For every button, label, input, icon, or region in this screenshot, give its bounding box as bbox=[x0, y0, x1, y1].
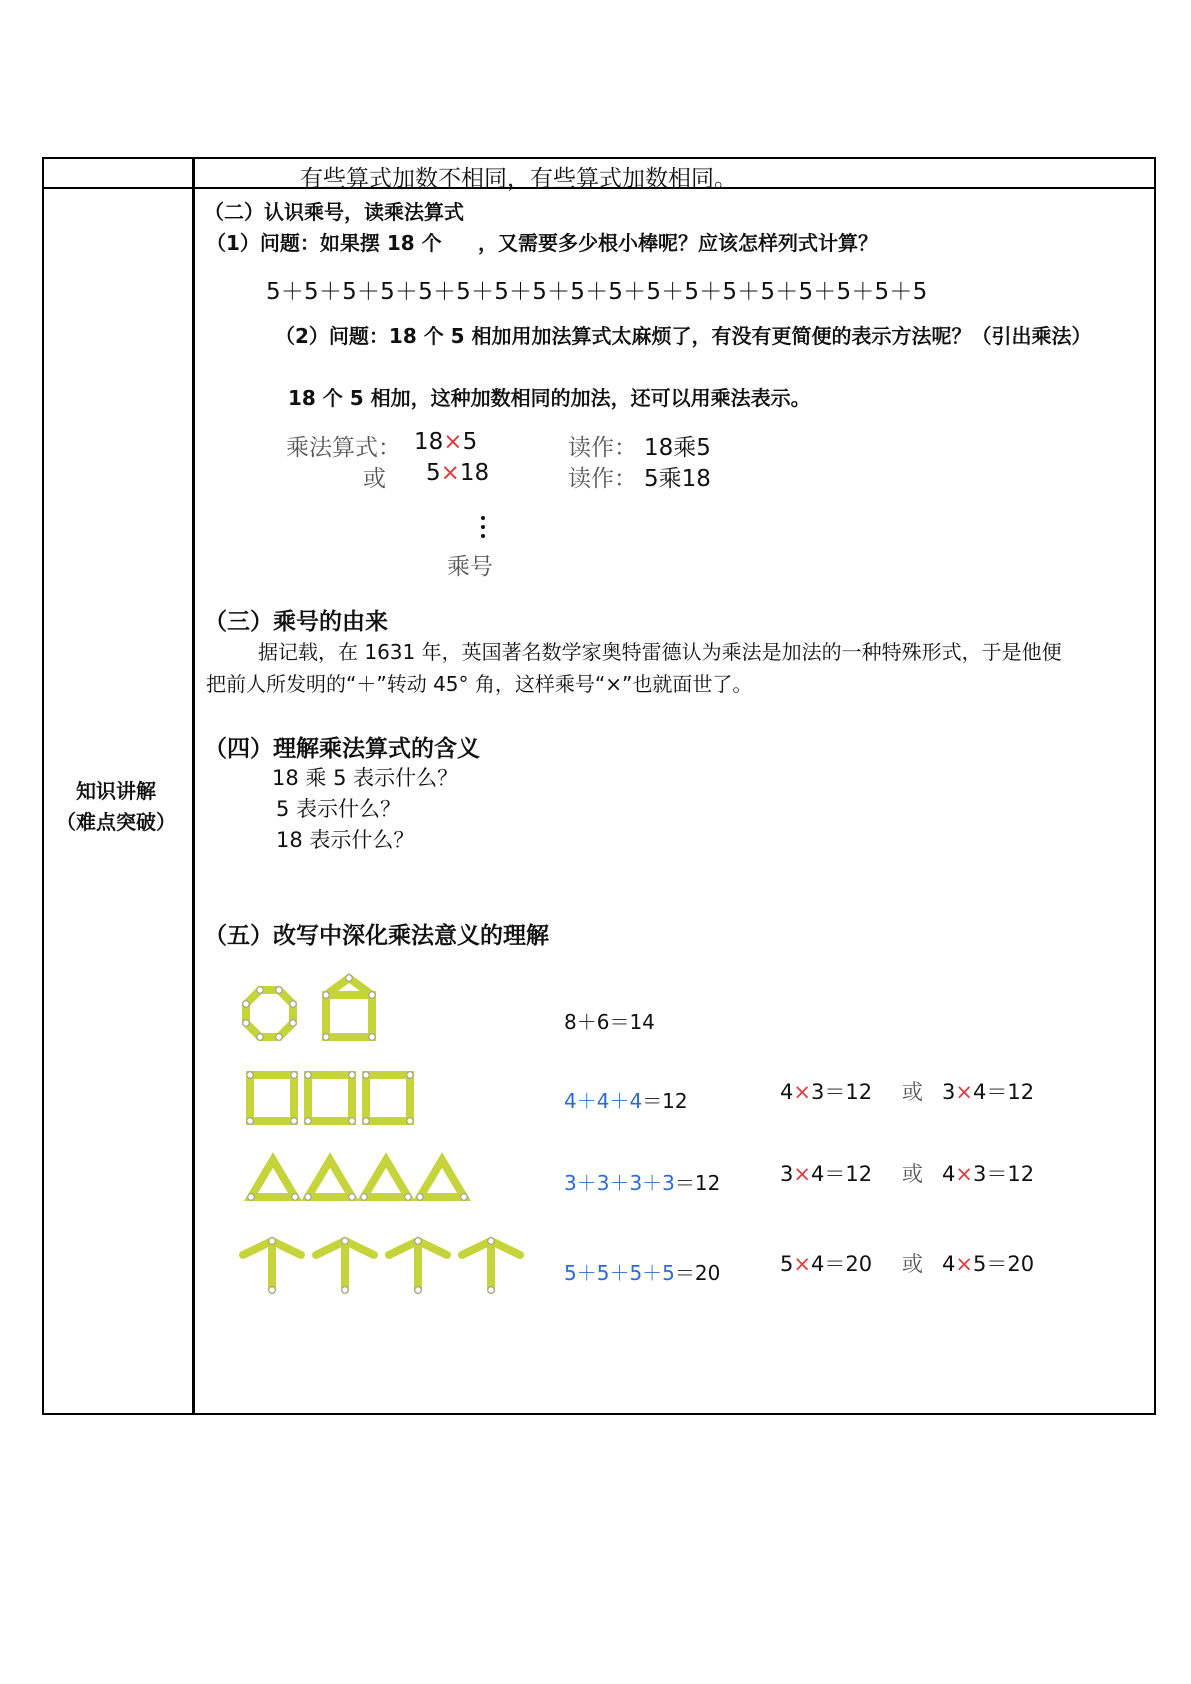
addends: 4＋4＋4 bbox=[564, 1089, 643, 1113]
house-figure bbox=[326, 978, 372, 1037]
factor: 3 bbox=[780, 1162, 794, 1186]
product: 3＝12 bbox=[810, 1080, 873, 1104]
product: 4＝12 bbox=[972, 1080, 1035, 1104]
equation-row-3-mul-2 bbox=[942, 1158, 1034, 1188]
times-sign: × bbox=[793, 1252, 811, 1276]
formula-1-left: 18 bbox=[414, 429, 444, 455]
addends: 3＋3＋3＋3 bbox=[564, 1171, 675, 1195]
equation-row-1: 8＋6＝14 bbox=[564, 1010, 655, 1034]
equation-row-4-addition bbox=[564, 1257, 720, 1286]
section-3-heading: （三）乘号的由来 bbox=[204, 609, 388, 635]
top-row-text: 有些算式加数不相同，有些算式加数相同。 bbox=[300, 166, 737, 192]
question-1-part-b: ，又需要多少根小棒呢？应该怎样列式计算？ bbox=[478, 231, 878, 255]
section-2-heading: （二）认识乘号，读乘法算式 bbox=[204, 200, 464, 224]
times-sign: × bbox=[793, 1080, 811, 1104]
formula-2-right: 18 bbox=[459, 460, 490, 486]
times-sign: × bbox=[793, 1162, 811, 1186]
addends: 5＋5＋5＋5 bbox=[564, 1261, 675, 1285]
factor: 3 bbox=[942, 1080, 956, 1104]
four-triangles-figure bbox=[251, 1160, 464, 1197]
section-4-heading: （四）理解乘法算式的含义 bbox=[204, 736, 480, 762]
formula-2-left: 5 bbox=[426, 460, 441, 486]
left-label-line2: （难点突破） bbox=[56, 810, 176, 834]
equation-row-2-mul-2 bbox=[942, 1076, 1034, 1106]
read-1: 18乘5 bbox=[644, 435, 711, 461]
sum-result: ＝12 bbox=[642, 1089, 688, 1113]
or-label-row-4: 或 bbox=[902, 1252, 923, 1276]
sum-result: ＝20 bbox=[674, 1261, 721, 1285]
equation-row-4-mul-1 bbox=[780, 1248, 872, 1278]
formula-1-right: 5 bbox=[462, 429, 478, 455]
times-sign: × bbox=[440, 460, 460, 486]
times-sign: × bbox=[443, 429, 463, 455]
equation-row-2-mul-1 bbox=[780, 1076, 872, 1106]
three-squares-figure bbox=[250, 1075, 410, 1121]
or-label-row-2: 或 bbox=[902, 1080, 923, 1104]
sum-result: ＝12 bbox=[674, 1171, 721, 1195]
section-4-question-3: 18 表示什么？ bbox=[276, 828, 415, 852]
octagon-figure bbox=[246, 990, 293, 1037]
or-label-row-3: 或 bbox=[902, 1162, 923, 1186]
or-label: 或 bbox=[363, 466, 386, 492]
read-label-2: 读作： bbox=[568, 466, 637, 492]
equation-row-3-addition bbox=[564, 1167, 720, 1196]
question-1-part-a: （1）问题：如果摆 18 个 bbox=[206, 231, 442, 255]
section-3-paragraph-line2: 把前人所发明的“＋”转动 45° 角，这样乘号“×”也就面世了。 bbox=[206, 672, 753, 696]
times-sign: × bbox=[955, 1080, 973, 1104]
equation-row-3-mul-1 bbox=[780, 1158, 872, 1188]
product: 3＝12 bbox=[972, 1162, 1035, 1186]
equation-row-4-mul-2 bbox=[942, 1248, 1034, 1278]
section-4-question-2: 5 表示什么？ bbox=[276, 797, 402, 821]
section-5-heading: （五）改写中深化乘法意义的理解 bbox=[204, 923, 549, 949]
statement: 18 个 5 相加，这种加数相同的加法，还可以用乘法表示。 bbox=[288, 386, 811, 410]
section-4-question-1: 18 乘 5 表示什么？ bbox=[272, 766, 459, 790]
product: 4＝20 bbox=[810, 1252, 873, 1276]
factor: 4 bbox=[780, 1080, 794, 1104]
sign-label: 乘号 bbox=[447, 554, 493, 580]
times-sign: × bbox=[955, 1252, 973, 1276]
left-label-line1: 知识讲解 bbox=[76, 779, 156, 803]
factor: 4 bbox=[942, 1162, 956, 1186]
read-2: 5乘18 bbox=[644, 466, 711, 492]
read-label-1: 读作： bbox=[568, 435, 637, 461]
factor: 4 bbox=[942, 1252, 956, 1276]
factor: 5 bbox=[780, 1252, 794, 1276]
times-sign: × bbox=[955, 1162, 973, 1186]
four-umbrellas-figure bbox=[243, 1241, 520, 1290]
product: 4＝12 bbox=[810, 1162, 873, 1186]
product: 5＝20 bbox=[972, 1252, 1035, 1276]
question-2: （2）问题：18 个 5 相加用加法算式太麻烦了，有没有更简便的表示方法呢？（引出乘法） bbox=[275, 324, 1092, 348]
formula-label: 乘法算式： bbox=[286, 435, 401, 461]
section-3-paragraph-line1: 据记载，在 1631 年，英国著名数学家奥特雷德认为乘法是加法的一种特殊形式，于是他便 bbox=[258, 640, 1062, 664]
equation-row-2-addition bbox=[564, 1085, 688, 1114]
addition-sum: 5＋5＋5＋5＋5＋5＋5＋5＋5＋5＋5＋5＋5＋5＋5＋5＋5＋5 bbox=[266, 279, 928, 305]
